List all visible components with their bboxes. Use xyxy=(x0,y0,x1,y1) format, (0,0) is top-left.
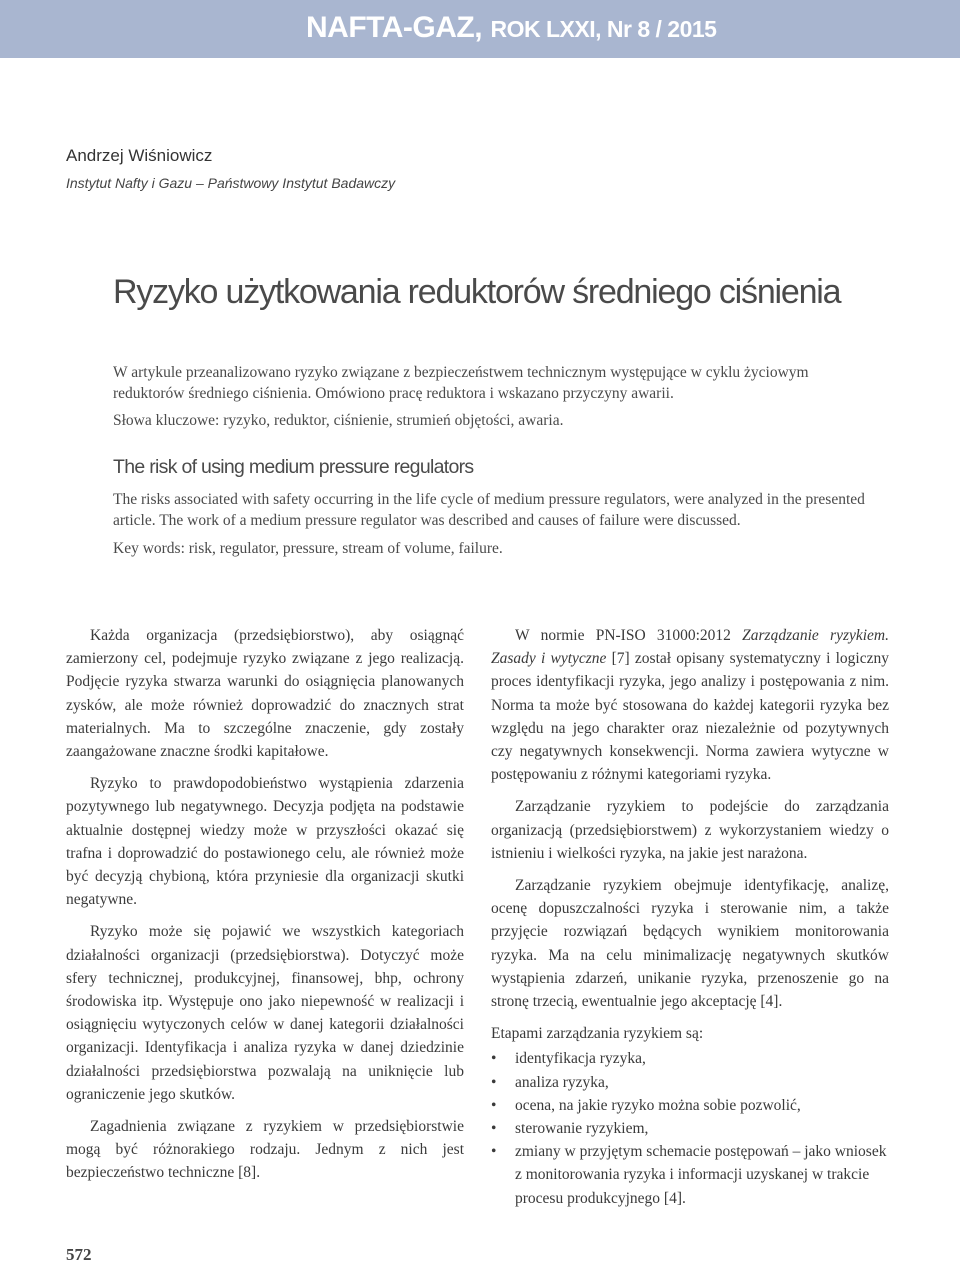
bullet-icon: • xyxy=(491,1120,497,1138)
body-column-right xyxy=(491,624,889,1210)
abstract-en xyxy=(113,489,873,531)
list-intro: Etapami zarządzania ryzykiem są: xyxy=(491,1025,704,1043)
keywords-en-text: Key words: risk, regulator, pressure, stream of volume, failure. xyxy=(113,540,503,557)
list-item: • ocena, na jakie ryzyko można sobie pozwolić, xyxy=(491,1094,889,1117)
keywords-pl xyxy=(113,410,873,431)
list-item: • zmiany w przyjętym schemacie postępowań – jako wniosek z monitorowania ryzyka i informacji uzyskanej w trakcie procesu produkcyjnego [4]. xyxy=(491,1140,889,1210)
list-item: • identyfikacja ryzyka, xyxy=(491,1047,889,1070)
bullet-icon: • xyxy=(491,1143,497,1161)
keywords-en xyxy=(113,538,873,559)
list-item: • analiza ryzyka, xyxy=(491,1071,889,1094)
body-paragraph: Zarządzanie ryzykiem to podejście do zarządzania organizacją (przedsiębiorstwem) z wykorzystaniem wiedzy o istnieniu i wielkości ryzyka, na jakie jest narażona. xyxy=(491,798,889,862)
paragraph-text: [7] został opisany systematyczny i logiczny proces identyfikacji ryzyka, jego analizy i postępowania z nim. Norma ta może być stosowana do każdej kategorii ryzyka bez względu na jego charakter oraz niezależnie od pozytywnych czy negatywnych konsekwencji. Norma zawiera wytyczne w postępowaniu z różnymi kategoriami ryzyka. xyxy=(491,650,889,784)
journal-title xyxy=(306,8,716,47)
body-paragraph xyxy=(491,624,889,786)
abstract-en-text: The risks associated with safety occurring in the life cycle of medium pressure regulators, were analyzed in the presented article. The work of a medium pressure regulator was described and causes of failure were discussed. xyxy=(113,491,865,529)
journal-header-band xyxy=(0,0,960,58)
body-column-left xyxy=(66,624,464,1194)
abstract-pl-text: W artykule przeanalizowano ryzyko związane z bezpieczeństwem technicznym występujące w cyklu życiowym reduktorów średniego ciśnienia. Omówiono pracę reduktora i wskazano przyczyny awarii. xyxy=(113,364,809,402)
abstract-pl xyxy=(113,362,873,404)
standard-reference: W normie PN-ISO 31000:2012 xyxy=(515,627,743,644)
article-title: Ryzyko użytkowania reduktorów średniego ciśnienia xyxy=(113,273,841,311)
bullet-icon: • xyxy=(491,1050,497,1068)
body-paragraph: Każda organizacja (przedsiębiorstwo), aby osiągnąć zamierzony cel, podejmuje ryzyko związane z jego realizacją. Podjęcie ryzyka stwarza warunki do osiągnięcia planowanych zysków, ale może również doprowadzić do znacznych strat materialnych. Ma to szczególne znaczenie, gdy zostały zaangażowane znaczne środki kapitałowe. xyxy=(66,627,464,761)
author-affiliation: Instytut Nafty i Gazu – Państwowy Instytut Badawczy xyxy=(66,175,396,191)
author-name: Andrzej Wiśniowicz xyxy=(66,146,213,165)
list-item: • sterowanie ryzykiem, xyxy=(491,1117,889,1140)
risk-management-stages-list xyxy=(491,1047,889,1209)
body-paragraph: Ryzyko może się pojawić we wszystkich kategoriach działalności organizacji (przedsiębiorstwa). Dotyczyć może sfery technicznej, produkcyjnej, finansowej, bhp, ochrony środowiska itp. Występuje ono jako niepewność w realizacji i osiągnięciu wytyczonych celów w danej kategorii działalności organizacji. Identyfikacja i analiza ryzyka w danej dziedzinie działalności przedsiębiorstwa pozwalają na uniknięcie lub ograniczenie jego skutków. xyxy=(66,923,464,1103)
journal-name: NAFTA-GAZ, xyxy=(306,11,483,44)
english-title: The risk of using medium pressure regulators xyxy=(113,456,474,478)
body-paragraph: Zagadnienia związane z ryzykiem w przedsiębiorstwie mogą być różnorakiego rodzaju. Jednym z nich jest bezpieczeństwo techniczne [8]. xyxy=(66,1118,464,1182)
body-paragraph: Ryzyko to prawdopodobieństwo wystąpienia zdarzenia pozytywnego lub negatywnego. Decyzja podjęta na podstawie aktualnie dostępnej wiedzy może w przyszłości okazać się trafna i doprowadzić do postawionego celu, ale również może być decyzją chybioną, która przyniesie dla organizacji skutki negatywne. xyxy=(66,775,464,909)
keywords-pl-text: Słowa kluczowe: ryzyko, reduktor, ciśnienie, strumień objętości, awaria. xyxy=(113,412,564,429)
bullet-icon: • xyxy=(491,1096,497,1114)
journal-issue: ROK LXXI, Nr 8 / 2015 xyxy=(490,16,717,42)
page-number: 572 xyxy=(66,1245,92,1264)
bullet-icon: • xyxy=(491,1073,497,1091)
standard-title: Zarządzanie ryzykiem. Zasady i wytyczne xyxy=(491,627,889,668)
body-paragraph: Zarządzanie ryzykiem obejmuje identyfikację, analizę, ocenę dopuszczalności ryzyka i sterowanie nim, a także przyjęcie rozwiązań będących wynikiem monitorowania ryzyka. Ma na celu minimalizację negatywnych skutków wystąpienia zdarzeń, unikanie ryzyka, przenoszenie go na stronę trzecią, ewentualnie jego akceptację [4]. xyxy=(491,877,889,1011)
